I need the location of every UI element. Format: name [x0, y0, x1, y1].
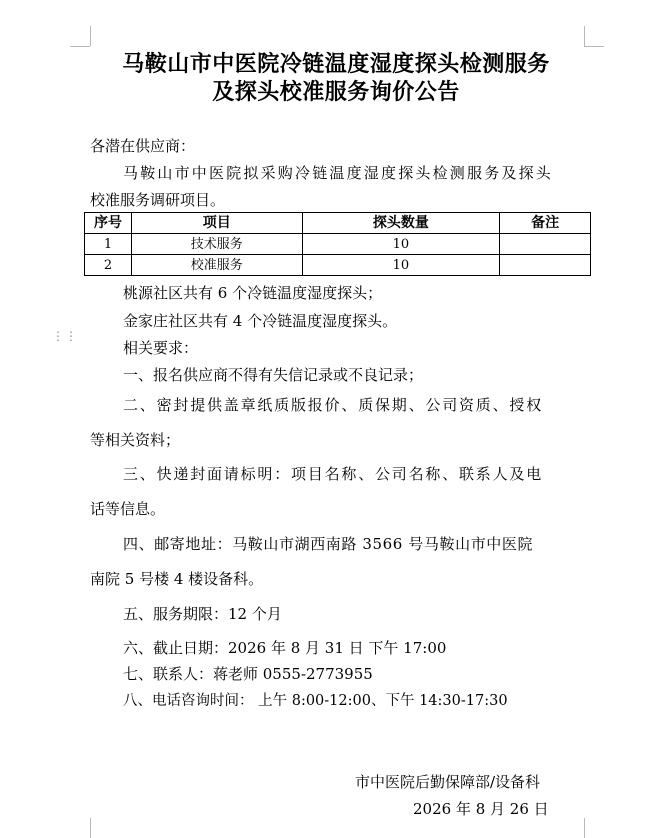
- cell-note: [500, 234, 591, 255]
- header-qty: 探头数量: [302, 213, 500, 234]
- cell-no: 2: [85, 255, 132, 276]
- table-header-row: [85, 213, 591, 234]
- crop-mark-top-right-v: [584, 26, 585, 46]
- requirement-3-line1: 三、快递封面请标明：项目名称、公司名称、联系人及电: [123, 465, 544, 483]
- crop-mark-top-left-h: [70, 46, 90, 47]
- header-note: 备注: [500, 213, 591, 234]
- cell-note: [500, 255, 591, 276]
- cell-qty: 10: [302, 234, 500, 255]
- requirement-4-line2: 南院 5 号楼 4 楼设备科。: [90, 570, 264, 588]
- crop-mark-top-right-h: [584, 46, 604, 47]
- crop-mark-top-left-v: [90, 26, 91, 46]
- salutation: 各潜在供应商：: [90, 137, 196, 155]
- requirements-heading: 相关要求：: [123, 339, 199, 357]
- requirement-8: 八、电话咨询时间： 上午 8:00-12:00、下午 14:30-17:30: [123, 693, 508, 709]
- drag-handle-icon[interactable]: ⋮⋮: [52, 329, 78, 343]
- issuer: 市中医院后勤保障部/设备科: [355, 773, 541, 791]
- taoyuan-note: 桃源社区共有 6 个冷链温度湿度探头；: [123, 284, 383, 302]
- cell-item: 技术服务: [131, 234, 302, 255]
- requirement-7: 七、联系人：蒋老师 0555-2773955: [123, 665, 373, 683]
- cell-item: 校准服务: [131, 255, 302, 276]
- intro-line2: 校准服务调研项目。: [90, 191, 226, 209]
- table-row: [85, 234, 591, 255]
- table-row: [85, 255, 591, 276]
- crop-mark-bottom-left-v: [90, 818, 91, 838]
- items-table: [84, 212, 591, 276]
- issue-date: 2026 年 8 月 26 日: [413, 800, 549, 818]
- document-title-line2: 及探头校准服务询价公告: [212, 80, 460, 105]
- requirement-3-line2: 话等信息。: [90, 500, 166, 518]
- header-item: 项目: [131, 213, 302, 234]
- crop-mark-bottom-right-v: [584, 818, 585, 838]
- intro-line1: 马鞍山市中医院拟采购冷链温度湿度探头检测服务及探头: [123, 164, 554, 182]
- requirement-5: 五、服务期限：12 个月: [123, 605, 282, 623]
- requirement-2-line1: 二、密封提供盖章纸质版报价、质保期、公司资质、授权: [123, 396, 544, 414]
- header-no: 序号: [85, 213, 132, 234]
- requirement-1: 一、报名供应商不得有失信记录或不良记录；: [123, 366, 424, 384]
- jinjiazhuang-note: 金家庄社区共有 4 个冷链温度湿度探头。: [123, 312, 398, 330]
- cell-qty: 10: [302, 255, 500, 276]
- requirement-2-line2: 等相关资料；: [90, 431, 181, 449]
- cell-no: 1: [85, 234, 132, 255]
- document-title-line1: 马鞍山市中医院冷链温度湿度探头检测服务: [122, 52, 550, 77]
- requirement-4-line1: 四、邮寄地址：马鞍山市湖西南路 3566 号马鞍山市中医院: [123, 535, 534, 553]
- requirement-6: 六、截止日期：2026 年 8 月 31 日 下午 17:00: [123, 639, 447, 657]
